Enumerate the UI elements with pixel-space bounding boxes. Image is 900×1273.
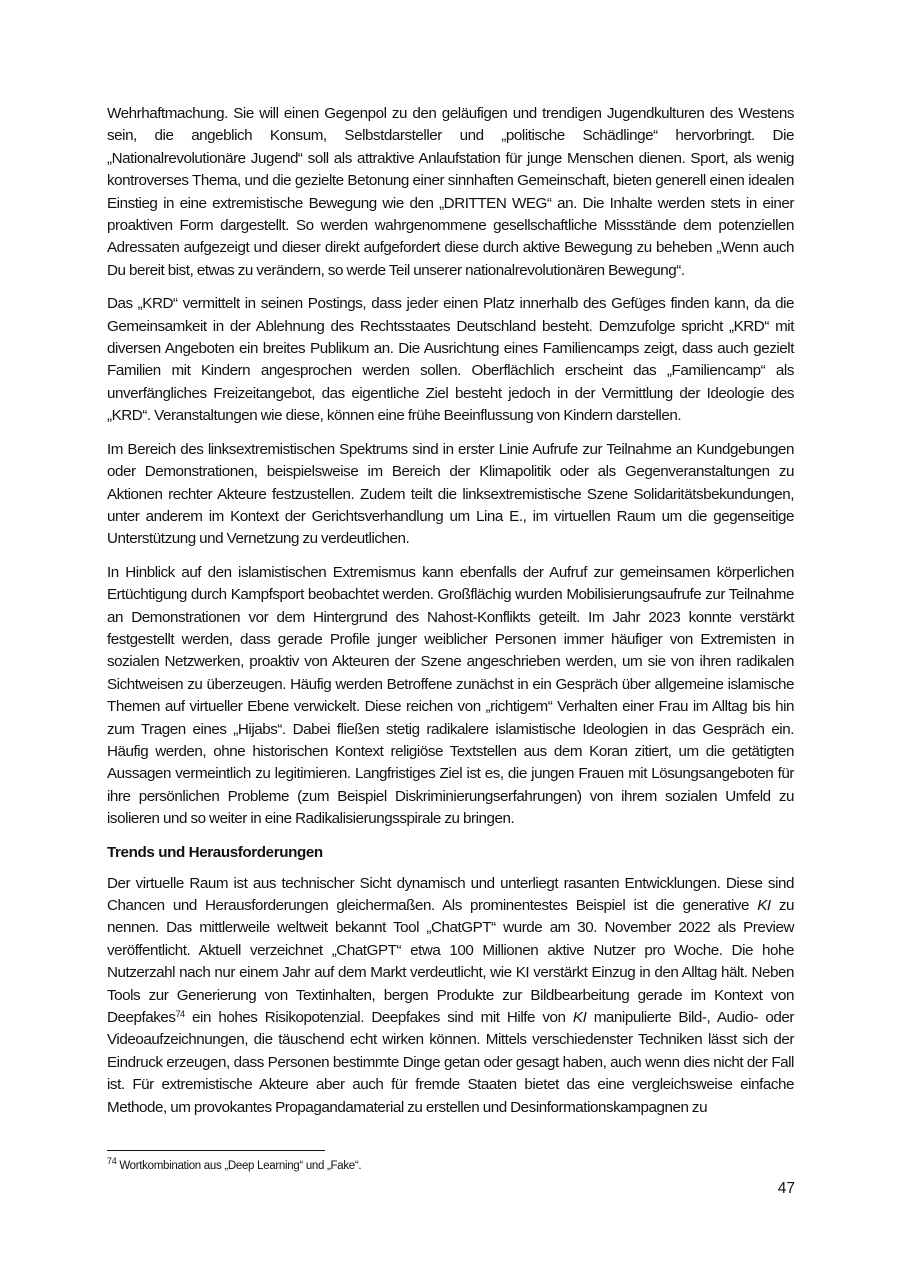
footnote-reference[interactable]: 74: [175, 1009, 185, 1020]
paragraph-islamismus: In Hinblick auf den islamistischen Extremismus kann ebenfalls der Aufruf zur gemeinsamen körperlichen Ertüchtigung durch Kampfsport beobachtet werden. Großflächig wurden Mobilisierungsaufrufe zur Teilnahme an Demonstrationen vor dem Hintergrund des Nahost-Konflikts geteilt. Im Jahr 2023 konnte verstärkt festgestellt werden, dass gerade Profile junger weiblicher Personen immer häufiger von Extremisten in sozialen Netzwerken, proaktiv von Akteuren der Szene angeschrieben werden, um sie von ihren radikalen Sichtweisen zu überzeugen. Häufig werden Betroffene zunächst in ein Gespräch über allgemeine islamische Themen auf virtueller Ebene verwickelt. Diese reichen von „richtigem“ Verhalten einer Frau im Alltag bis hin zum Tragen eines „Hijabs“. Dabei fließen stetig radikalere islamistische Ideologien in das Gespräch ein. Häufig werden, ohne historischen Kontext religiöse Textstellen aus dem Koran zitiert, um die getätigten Aussagen vermeintlich zu legitimieren. Langfristiges Ziel ist es, die jungen Frauen mit Lösungsangeboten für ihre persönlichen Probleme (zum Beispiel Diskriminierungserfahrungen) von ihrem sozialen Umfeld zu isolieren und so weiter in eine Radikalisierungsspirale zu bringen.: [107, 563, 794, 828]
text-segment-italic: KI: [572, 1009, 587, 1027]
paragraph-linksextremismus: Im Bereich des linksextremistischen Spektrums sind in erster Linie Aufrufe zur Teilnahme an Kundgebungen oder Demonstrationen, beispielsweise im Bereich der Klimapolitik oder als Gegenveranstaltungen zu Aktionen rechter Akteure festzustellen. Zudem teilt die linksextremistische Szene Solidaritätsbekundungen, unter anderem im Kontext der Gerichtsverhandlung um Lina E., im virtuellen Raum um die gegenseitige Unterstützung und Vernetzung zu verdeutlichen.: [107, 440, 794, 548]
footnote-divider: [107, 1150, 325, 1151]
text-segment: Der virtuelle Raum ist aus technischer Sicht dynamisch und unterliegt rasanten Entwicklungen. Diese sind Chancen und Herausforderungen gleichermaßen. Als prominentestes Beispiel ist die generative: [107, 874, 794, 914]
footnote-text: Wortkombination aus „Deep Learning“ und „Fake“.: [116, 1160, 362, 1172]
text-segment-italic: KI: [757, 897, 771, 914]
section-heading: Trends und Herausforderungen: [107, 843, 323, 861]
paragraph-krd: Das „KRD“ vermittelt in seinen Postings, dass jeder einen Platz innerhalb des Gefüges finden kann, da die Gemeinsamkeit in der Ablehnung des Rechtsstaates Deutschland besteht. Demzufolge spricht „KRD“ mit diversen Angeboten ein breites Publikum an. Die Ausrichtung eines Familiencamps zeigt, dass auch gezielt Familien mit Kindern angesprochen werden sollen. Oberflächlich erscheint das „Familiencamp“ als unverfängliches Freizeitangebot, das eigentliche Ziel besteht jedoch in der Vermittlung der Ideologie des „KRD“. Veranstaltungen wie diese, können eine frühe Beeinflussung von Kindern darstellen.: [107, 295, 794, 425]
text-segment: zu nennen. Das mittlerweile weltweit bekannt Tool „ChatGPT“ wurde am 30. November 2022 als Preview veröffentlicht. Aktuell verzeichnet „ChatGPT“ etwa 100 Millionen aktive Nutzer pro Woche. Die hohe Nutzerzahl nach nur einem Jahr auf dem Markt verdeutlicht, wie KI verstärkt Einzug in den Alltag hält. Neben Tools zur Generierung von Textinhalten, bergen Produkte zur Bildbearbeitung gerade im Kontext von Deepfakes: [107, 897, 794, 1027]
footnote: [107, 1156, 362, 1172]
text-segment: manipulierte Bild-, Audio- oder Videoaufzeichnungen, die täuschend echt wirken können. Mittels verschiedenster Techniken lässt sich der Eindruck erzeugen, dass Personen bestimmte Dinge getan oder gesagt haben, auch wenn dies nicht der Fall ist. Für extremistische Akteure aber auch für fremde Staaten bietet das eine vergleichsweise einfache Methode, um provokantes Propagandamaterial zu erstellen und Desinformationskampagnen zu: [107, 1009, 794, 1116]
footnote-number: 74: [107, 1156, 117, 1166]
paragraph-wehrhaftmachung: Wehrhaftmachung. Sie will einen Gegenpol zu den geläufigen und trendigen Jugendkulturen des Westens sein, die angeblich Konsum, Selbstdarsteller und „politische Schädlinge“ hervorbringt. Die „Nationalrevolutionäre Jugend“ soll als attraktive Anlaufstation für junge Menschen dienen. Sport, als wenig kontroverses Thema, und die gezielte Betonung einer sinnhaften Gemeinschaft, bieten generell einen idealen Einstieg in eine extremistische Bewegung wie den „DRITTEN WEG“ an. Die Inhalte werden stets in einer proaktiven Form dargestellt. So werden wahrgenommene gesellschaftliche Missstände dem potenziellen Adressaten aufgezeigt und dieser direkt aufgefordert diese durch aktive Bewegung zu beheben „Wenn auch Du bereit bist, etwas zu verändern, so werde Teil unserer nationalrevolutionären Bewegung“.: [107, 105, 794, 279]
text-segment: ein hohes Risikopotenzial. Deepfakes sind mit Hilfe von: [184, 1009, 573, 1027]
document-body: [107, 103, 794, 1130]
page-number: 47: [777, 1180, 795, 1197]
paragraph-trends: [107, 873, 794, 1119]
